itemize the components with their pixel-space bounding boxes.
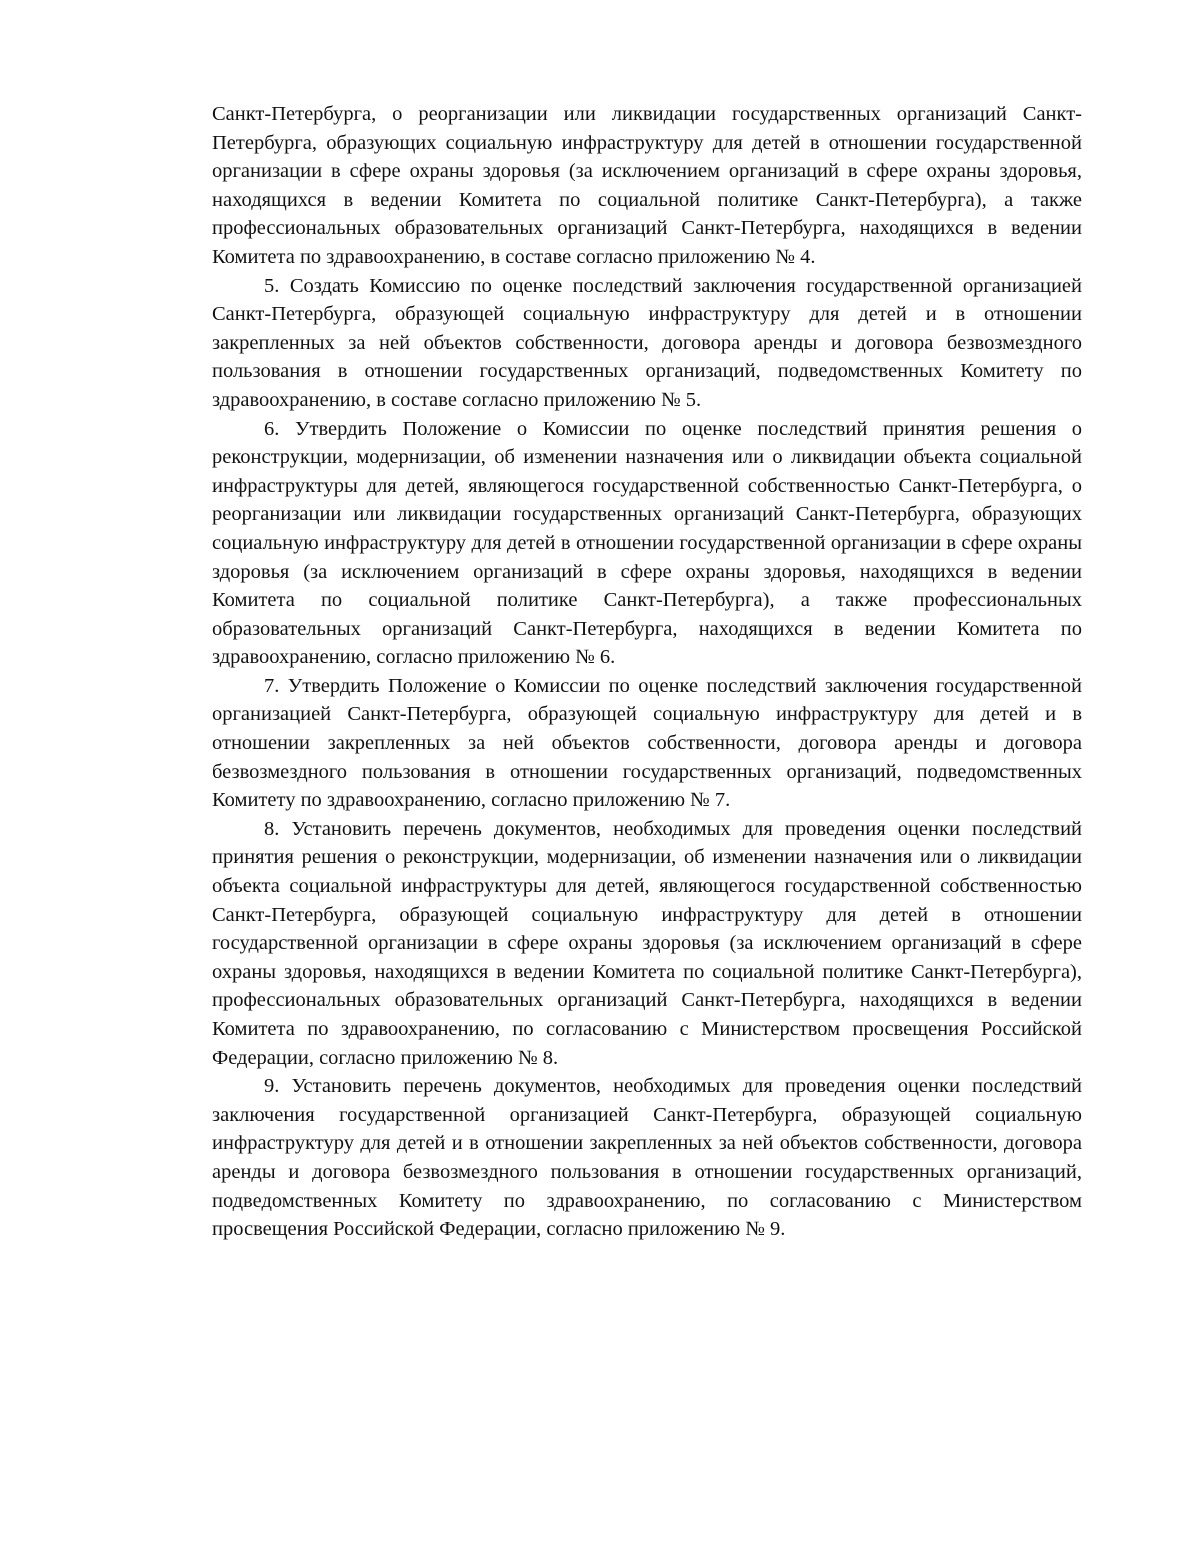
paragraph-number: 7. — [264, 674, 280, 697]
paragraph-text: Установить перечень документов, необходимых для проведения оценки последствий заключения государственной организацией Санкт-Петербурга, образующей социальную инфраструктуру для детей и в отношении закрепленных за ней объектов собственности, договора аренды и договора безвозмездного пользования в отношении государственных организаций, подведомственных Комитету по здравоохранению, по согласованию с Министерством просвещения Российской Федерации, согласно приложению № 9. — [212, 1075, 1083, 1241]
paragraph-number: 8. — [264, 817, 280, 840]
paragraph-text: Утвердить Положение о Комиссии по оценке последствий принятия решения о реконструкции, модернизации, об изменении назначения или о ликвидации объекта социальной инфраструктуры для детей, являющегося государственной собственностью Санкт-Петербурга, о реорганизации или ликвидации государственных организаций Санкт-Петербурга, образующих социальную инфраструктуру для детей в отношении государственной организации в сфере охраны здоровья (за исключением организаций в сфере охраны здоровья, находящихся в ведении Комитета по социальной политике Санкт-Петербурга), а также профессиональных образовательных организаций Санкт-Петербурга, находящихся в ведении Комитета по здравоохранению, согласно приложению № 6. — [212, 417, 1083, 669]
paragraph-continuation — [212, 100, 1082, 272]
paragraph-text: Утвердить Положение о Комиссии по оценке последствий заключения государственной организацией Санкт-Петербурга, образующей социальную инфраструктуру для детей и в отношении закрепленных за ней объектов собственности, договора аренды и договора безвозмездного пользования в отношении государственных организаций, подведомственных Комитету по здравоохранению, согласно приложению № 7. — [212, 674, 1083, 812]
paragraph-number: 6. — [264, 417, 280, 440]
paragraph-text: Создать Комиссию по оценке последствий заключения государственной организацией Санкт-Петербурга, образующей социальную инфраструктуру для детей и в отношении закрепленных за ней объектов собственности, договора аренды и договора безвозмездного пользования в отношении государственных организаций, подведомственных Комитету по здравоохранению, в составе согласно приложению № 5. — [212, 274, 1082, 411]
paragraph-item-5 — [212, 272, 1082, 415]
paragraph-item-8 — [212, 815, 1082, 1072]
paragraph-number: 5. — [264, 274, 280, 297]
paragraph-text: Установить перечень документов, необходимых для проведения оценки последствий принятия решения о реконструкции, модернизации, об изменении назначения или о ликвидации объекта социальной инфраструктуры для детей, являющегося государственной собственностью Санкт-Петербурга, образующей социальную инфраструктуру для детей в отношении государственной организации в сфере охраны здоровья (за исключением организаций в сфере охраны здоровья, находящихся в ведении Комитета по социальной политике Санкт-Петербурга), профессиональных образовательных организаций Санкт-Петербурга, находящихся в ведении Комитета по здравоохранению, по согласованию с Министерством просвещения Российской Федерации, согласно приложению № 8. — [212, 817, 1083, 1069]
paragraph-item-6 — [212, 415, 1082, 672]
document-page — [212, 100, 1082, 1244]
paragraph-text: Санкт-Петербурга, о реорганизации или ликвидации государственных организаций Санкт-Петербурга, образующих социальную инфраструктуру для детей в отношении государственной организации в сфере охраны здоровья (за исключением организаций в сфере охраны здоровья, находящихся в ведении Комитета по социальной политике Санкт-Петербурга), а также профессиональных образовательных организаций Санкт-Петербурга, находящихся в ведении Комитета по здравоохранению, в составе согласно приложению № 4. — [212, 103, 1082, 268]
paragraph-number: 9. — [264, 1075, 280, 1098]
paragraph-item-9 — [212, 1072, 1082, 1244]
paragraph-item-7 — [212, 672, 1082, 815]
